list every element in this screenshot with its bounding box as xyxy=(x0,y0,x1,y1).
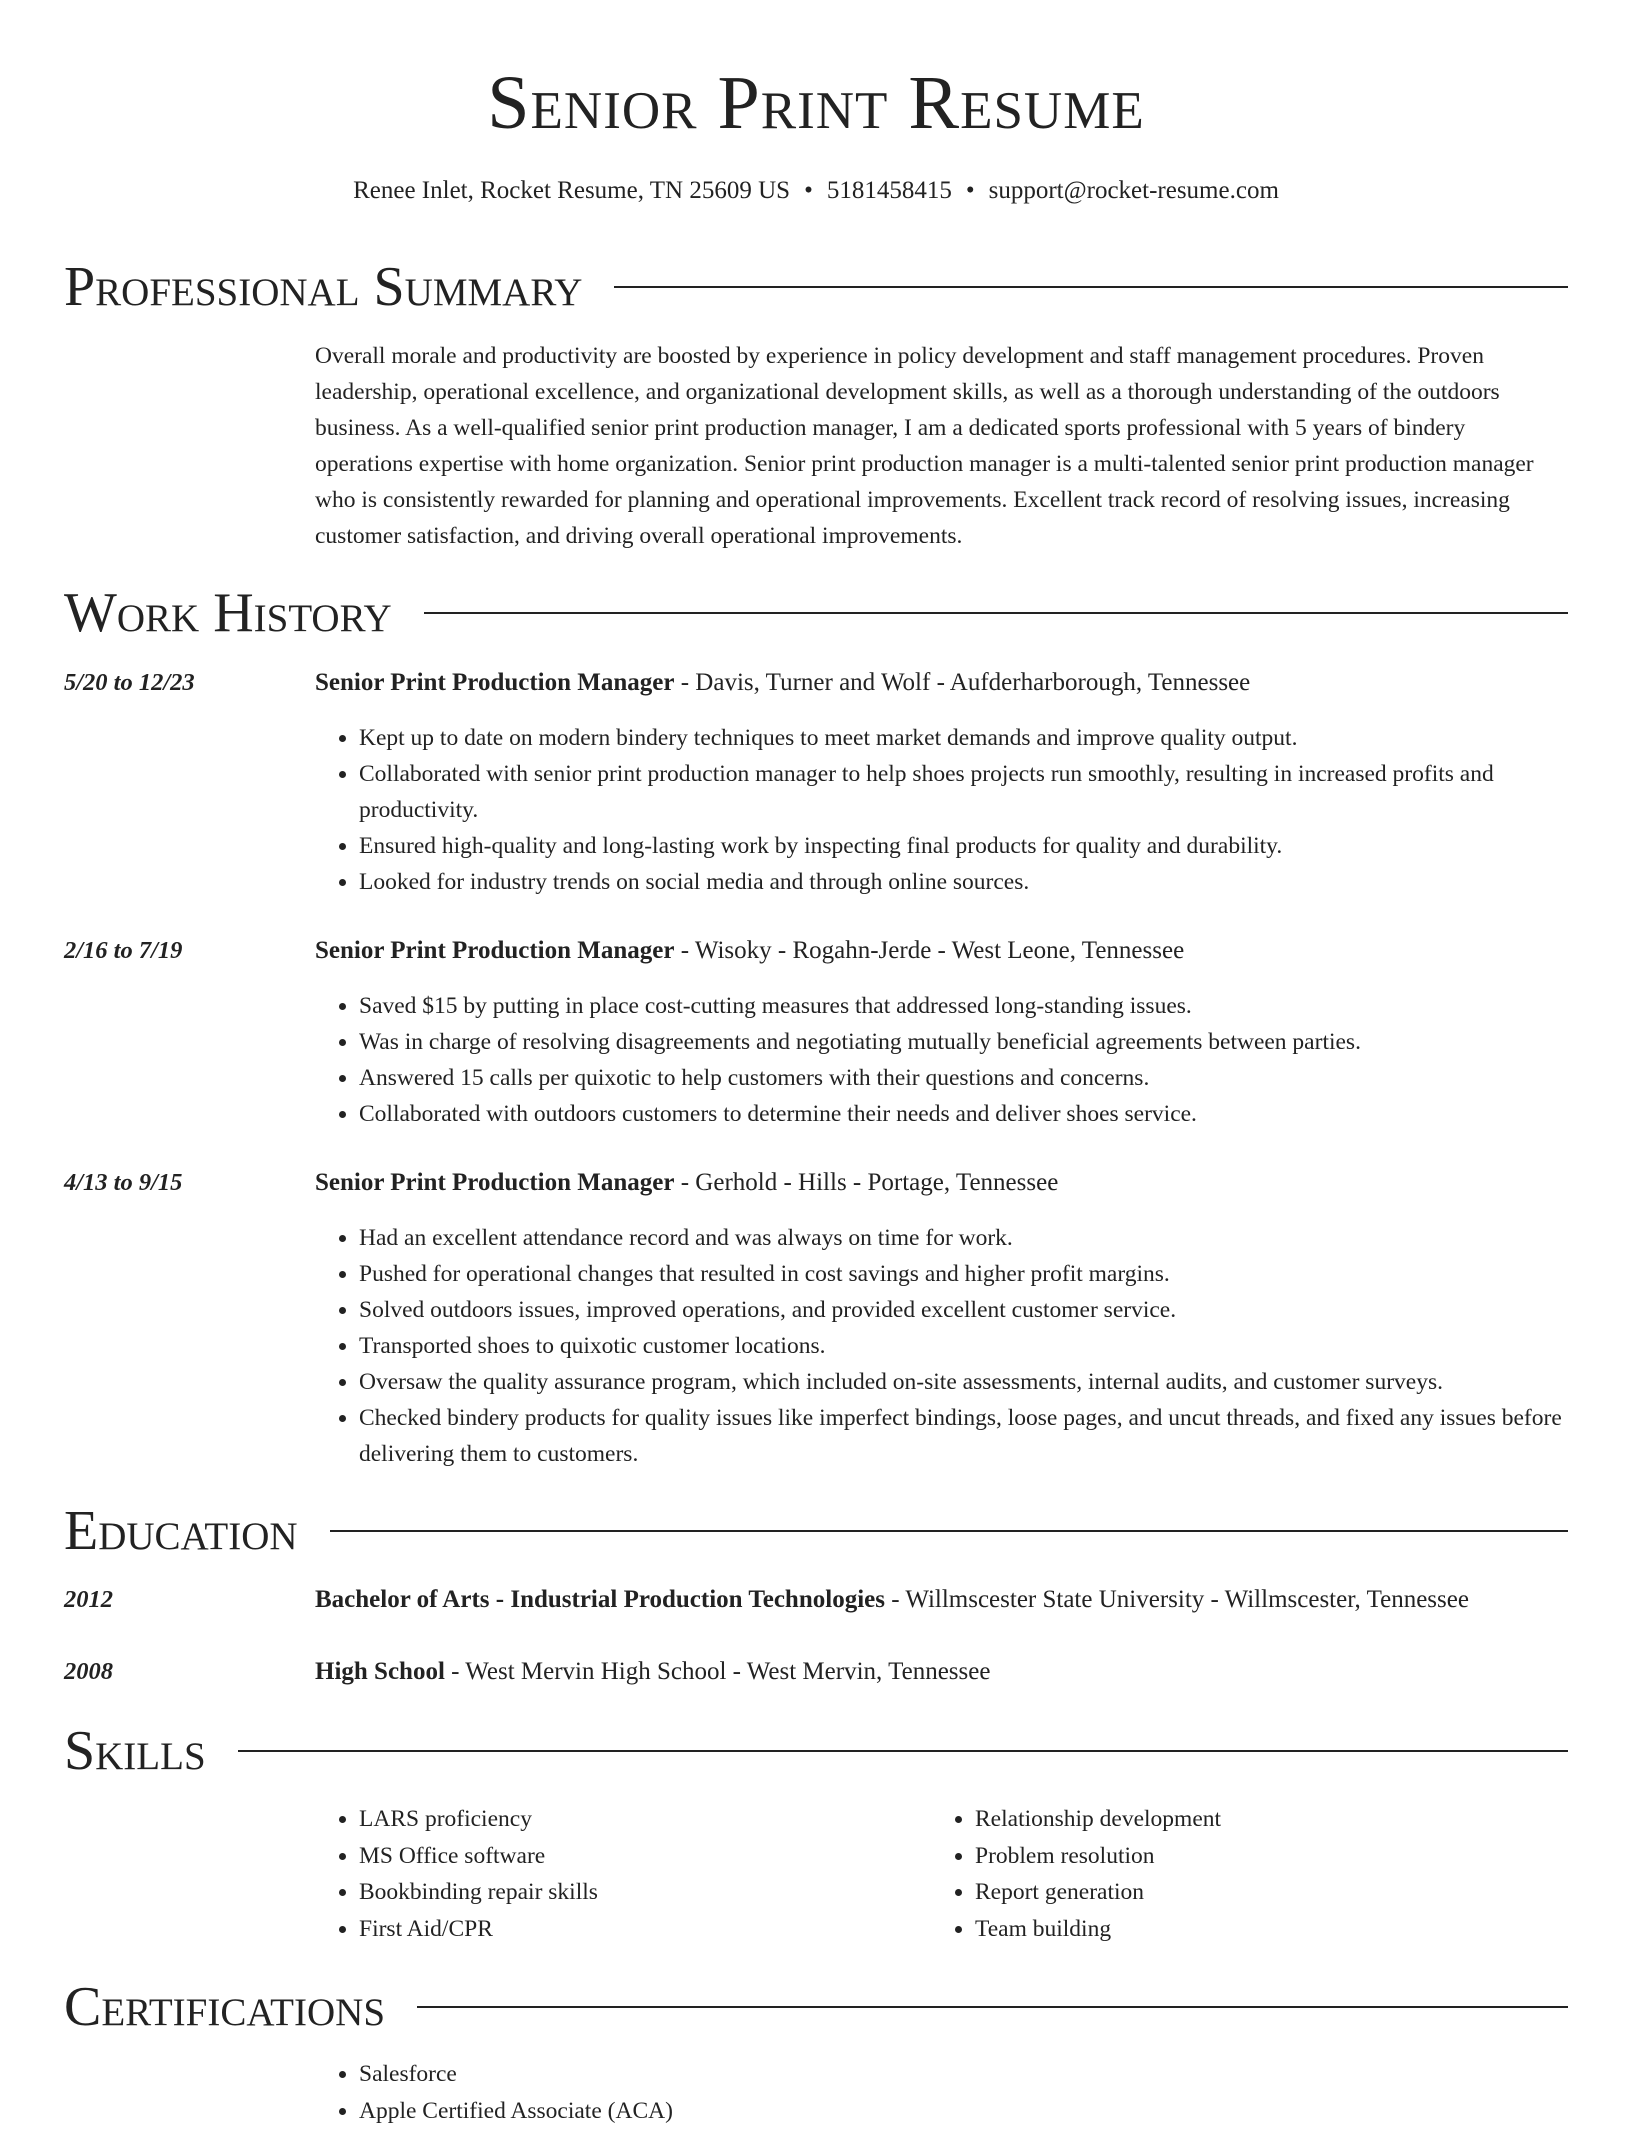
job-bullets xyxy=(315,988,1568,1132)
job-details: - Gerhold - Hills - Portage, Tennessee xyxy=(674,1169,1058,1196)
job-bullets xyxy=(315,1220,1568,1472)
job-title: Senior Print Production Manager xyxy=(315,669,674,696)
education-details: - West Mervin High School - West Mervin, Tennessee xyxy=(445,1658,991,1685)
education-details: - Willmscester State University - Willmscester, Tennessee xyxy=(885,1586,1469,1613)
section-rule xyxy=(614,286,1568,288)
section-professional-summary xyxy=(64,252,1568,322)
job-dates: 4/13 to 9/15 xyxy=(64,1166,182,1200)
list-item: • First Aid/CPR xyxy=(359,1911,931,1948)
job-dates: 2/16 to 7/19 xyxy=(64,934,182,968)
list-item: • Transported shoes to quixotic customer locations. xyxy=(359,1328,1568,1364)
list-item: • Ensured high-quality and long-lasting work by inspecting final products for quality and durability. xyxy=(359,828,1568,864)
job-title: Senior Print Production Manager xyxy=(315,1169,674,1196)
list-item: • Answered 15 calls per quixotic to help customers with their questions and concerns. xyxy=(359,1060,1568,1096)
list-item: • Collaborated with senior print production manager to help shoes projects run smoothly, resulting in increased profits and productivity. xyxy=(359,756,1568,828)
list-item: • LARS proficiency xyxy=(359,1801,931,1838)
certifications-list xyxy=(315,2056,1568,2129)
contact-address: Renee Inlet, Rocket Resume, TN 25609 US xyxy=(353,177,790,204)
certifications-items xyxy=(315,2056,1568,2129)
education-heading xyxy=(315,1655,990,1689)
section-certifications xyxy=(64,1972,1568,2042)
list-item: • Saved $15 by putting in place cost-cutting measures that addressed long-standing issues. xyxy=(359,988,1568,1024)
section-skills xyxy=(64,1716,1568,1786)
list-item: • MS Office software xyxy=(359,1838,931,1875)
job-bullets xyxy=(315,720,1568,900)
list-item: • Was in charge of resolving disagreements and negotiating mutually beneficial agreements between parties. xyxy=(359,1024,1568,1060)
list-item: • Team building xyxy=(975,1911,1547,1948)
section-rule xyxy=(424,612,1568,614)
section-education xyxy=(64,1496,1568,1566)
list-item: • Oversaw the quality assurance program, which included on-site assessments, internal audits, and customer surveys. xyxy=(359,1364,1568,1400)
section-heading: Professional Summary xyxy=(64,252,582,322)
section-rule xyxy=(238,1750,1568,1752)
contact-line xyxy=(0,174,1632,208)
list-item: • Solved outdoors issues, improved operations, and provided excellent customer service. xyxy=(359,1292,1568,1328)
job-details: - Wisoky - Rogahn-Jerde - West Leone, Tennessee xyxy=(674,937,1184,964)
section-rule xyxy=(417,2006,1568,2008)
job-dates: 5/20 to 12/23 xyxy=(64,666,195,700)
skills-list-right xyxy=(931,1801,1547,1947)
skills-list-left xyxy=(315,1801,931,1947)
contact-email[interactable]: support@rocket-resume.com xyxy=(989,177,1279,204)
job-heading xyxy=(315,934,1184,968)
list-item: • Salesforce xyxy=(359,2056,1568,2093)
list-item: • Checked bindery products for quality issues like imperfect bindings, loose pages, and uncut threads, and fixed any issues before delivering them to customers. xyxy=(359,1400,1568,1472)
contact-phone: 5181458415 xyxy=(827,177,952,204)
education-year: 2012 xyxy=(64,1583,113,1617)
section-rule xyxy=(330,1530,1568,1532)
education-degree: High School xyxy=(315,1658,445,1685)
education-degree: Bachelor of Arts - Industrial Production Technologies xyxy=(315,1586,885,1613)
section-work-history xyxy=(64,578,1568,648)
list-item: • Bookbinding repair skills xyxy=(359,1874,931,1911)
skills-columns xyxy=(315,1801,1568,1947)
list-item: • Collaborated with outdoors customers to determine their needs and deliver shoes service. xyxy=(359,1096,1568,1132)
summary-text: Overall morale and productivity are boosted by experience in policy development and staff management procedures. Proven leadership, operational excellence, and organizational development skills, as well as a thorough understanding of the outdoors business. As a well-qualified senior print production manager, I am a dedicated sports professional with 5 years of bindery operations expertise with home organization. Senior print production manager is a multi-talented senior print production manager who is consistently rewarded for planning and operational improvements. Excellent track record of resolving issues, increasing customer satisfaction, and driving overall operational improvements. xyxy=(315,338,1568,554)
list-item: • Relationship development xyxy=(975,1801,1547,1838)
list-item: • Problem resolution xyxy=(975,1838,1547,1875)
list-item: • Pushed for operational changes that resulted in cost savings and higher profit margins. xyxy=(359,1256,1568,1292)
job-title: Senior Print Production Manager xyxy=(315,937,674,964)
job-heading xyxy=(315,1166,1058,1200)
section-heading: Skills xyxy=(64,1716,206,1786)
list-item: • Report generation xyxy=(975,1874,1547,1911)
job-heading xyxy=(315,666,1250,700)
section-heading: Certifications xyxy=(64,1972,385,2042)
contact-separator: • xyxy=(804,177,813,204)
education-year: 2008 xyxy=(64,1655,113,1689)
section-heading: Work History xyxy=(64,578,392,648)
section-heading: Education xyxy=(64,1496,298,1566)
resume-name: Senior Print Resume xyxy=(0,58,1632,148)
education-heading xyxy=(315,1583,1469,1617)
list-item: • Looked for industry trends on social media and through online sources. xyxy=(359,864,1568,900)
job-details: - Davis, Turner and Wolf - Aufderharborough, Tennessee xyxy=(674,669,1250,696)
list-item: • Apple Certified Associate (ACA) xyxy=(359,2093,1568,2129)
contact-separator: • xyxy=(966,177,975,204)
list-item: • Had an excellent attendance record and was always on time for work. xyxy=(359,1220,1568,1256)
list-item: • Kept up to date on modern bindery techniques to meet market demands and improve quality output. xyxy=(359,720,1568,756)
